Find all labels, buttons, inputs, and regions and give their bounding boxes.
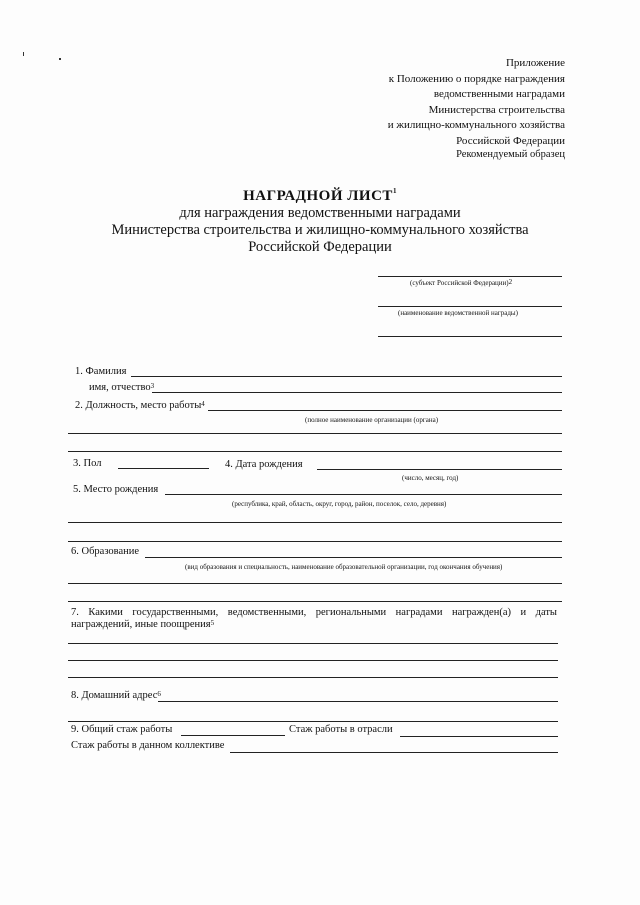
page-title: НАГРАДНОЙ ЛИСТ$^1$ [243, 187, 397, 204]
sex-label: 3. Пол [73, 458, 102, 469]
awards-label-line2: награждений, иные поощрения$^5$ [71, 619, 215, 630]
sex-field[interactable] [118, 468, 209, 469]
birthplace-field-2[interactable] [68, 522, 562, 523]
total-exp-field[interactable] [181, 735, 285, 736]
appendix-line: Приложение [505, 57, 565, 69]
team-exp-field[interactable] [230, 752, 558, 753]
position-field-2[interactable] [68, 433, 562, 434]
name-field[interactable] [152, 392, 562, 393]
appendix-line: к Положению о порядке награждения [388, 72, 565, 85]
birthplace-hint: (республика, край, область, округ, город, район, поселок, село, деревня) [232, 500, 447, 508]
industry-exp-label: Стаж работы в отрасли [289, 724, 393, 735]
address-field-2[interactable] [68, 721, 558, 722]
total-exp-label: 9. Общий стаж работы [71, 724, 173, 735]
position-field-3[interactable] [68, 451, 562, 452]
position-field[interactable] [208, 410, 562, 411]
awards-field-2[interactable] [68, 660, 558, 661]
title-line-3: Министерства строительства и жилищно-коммунального хозяйства [111, 222, 529, 238]
education-field[interactable] [145, 557, 562, 558]
award-hint: (наименование ведомственной награды) [398, 309, 518, 317]
birthplace-field[interactable] [165, 494, 562, 495]
surname-label: 1. Фамилия [75, 366, 127, 377]
scan-mark [59, 58, 61, 60]
awards-field-3[interactable] [68, 677, 558, 678]
subject-hint: (субъект Российской Федерации)$^2$ [410, 278, 513, 287]
education-field-3[interactable] [68, 601, 562, 602]
title-block [0, 188, 640, 256]
awards-field-1[interactable] [68, 643, 558, 644]
address-label: 8. Домашний адрес$^6$ [71, 690, 161, 701]
education-label: 6. Образование [71, 546, 140, 557]
appendix-line: Министерства строительства [428, 103, 565, 116]
birthdate-field[interactable] [317, 469, 562, 470]
team-exp-label: Стаж работы в данном коллективе [71, 740, 225, 751]
title-line-2: для награждения ведомственными наградами [179, 205, 461, 221]
industry-exp-field[interactable] [400, 736, 558, 737]
position-label: 2. Должность, место работы$^4$ [75, 400, 205, 411]
scan-mark [23, 52, 24, 56]
appendix-line: Российской Федерации [456, 134, 565, 147]
recommended-sample: Рекомендуемый образец [456, 149, 565, 160]
award-line[interactable] [378, 306, 562, 307]
award-line-2[interactable] [378, 336, 562, 337]
appendix-line: и жилищно-коммунального хозяйства [387, 119, 565, 131]
address-field[interactable] [158, 701, 558, 702]
subject-line[interactable] [378, 276, 562, 277]
org-hint: (полное наименование организации (органа) [305, 416, 439, 424]
birthplace-field-3[interactable] [68, 541, 562, 542]
name-label: имя, отчество$^3$ [89, 382, 155, 393]
education-hint: (вид образования и специальность, наименование образовательной организации, год окончания обучения) [185, 563, 503, 571]
birthplace-label: 5. Место рождения [73, 484, 159, 495]
education-field-2[interactable] [68, 583, 562, 584]
appendix-block [245, 56, 565, 149]
title-line-4: Российской Федерации [248, 239, 392, 255]
appendix-line: ведомственными наградами [433, 88, 565, 100]
surname-field[interactable] [131, 376, 562, 377]
awards-label-line1: 7. Какими государственными, ведомственными, региональными наградами награжден(а) и даты [71, 607, 557, 618]
birthdate-label: 4. Дата рождения [225, 459, 303, 470]
date-hint: (число, месяц, год) [402, 474, 459, 482]
